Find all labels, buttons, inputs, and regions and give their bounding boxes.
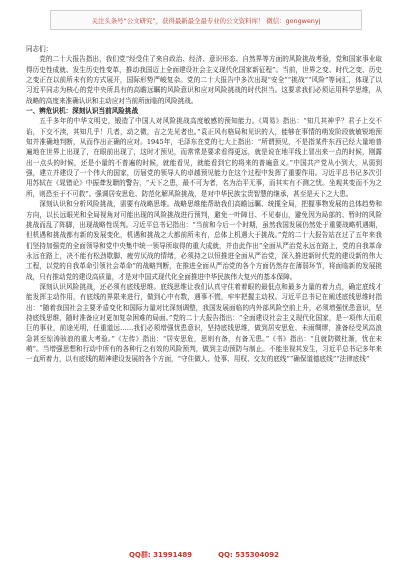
body-paragraph-2: 深刻认识和分析风险挑战，需要有战略思维。战略思维能帮助我们高瞻远瞩、统揽全局，把握事物发展的总体趋势和方向，以长远眼光和全局视角对可能出现的风险挑战进行预判，避免一叶障目、不见泰山，避免因为局部的、暂时的风险挑战而乱了阵脚，出现战略性误判。习近平总书记指出：“当前和今后一个时期，虽然我国发展仍然处于重要战略机遇期，但机遇和挑战都有新的发展变化，机遇和挑战之大都前所未有，总体上机遇大于挑战。”党的二十大报告站在过了五年来我们坚持加强党的全面领导和党中央集中统一领导所取得的重大成就，并由此作出“全面从严治党永远在路上，党的自我革命永远在路上，决不能有松劲歇脚、疲劳厌战的情绪，必须持之以恒推进全面从严治党，深入推进新时代党的建设新的伟大工程，以党的自我革命引领社会革命”的战略判断，在推进全面从严治党的各个方面仍然存在薄弱环节，将面临新的发展挑战，只有推动党的建设高质量，才是对中国式现代化全面推进中华民族伟大复兴的基本保障。 <box>26 200 382 281</box>
body-paragraph-3: 深刻认识风险挑战，还必须有底线思维。底线思维让我们认真守住着着眼的最低点和最多力量的着力点，确定底线才能发挥主动作用，有底线的界限来进行，做到心中有数，遇事不慌，牢牢把握主动权。习近平总书记在阐述底线思维时指出：“随着我国社会主要矛盾变化和国际力量对比深刻调整，我国发展面临的内外部风险空前上升，必须增强忧患意识，坚持底线思维，随时准备应对更加复杂困难的局面。”党的二十大报告指出：“全面建设社会主义现代化国家，是一项伟大而艰巨的事业，前途光明，任重道远……我们必须增强忧患意识，坚持底线思维，做到居安思危、未雨绸缪，准备经受风高浪急甚至惊涛骇浪的重大考验。”《左传》指出：“居安思危，思则有备，有备无患。”《书》指出：“且就防微杜渐，忧在未萌”。当增强思想和行动中所有的各种行之有效的风险预判，做到主动预防与制止。不能坐视其发生，习近平总书记多年来一直所着力，以有底线的精神建设发展的各个方面，“守住做人、处事、用权、交友的底线”“确保道德底线”“法律底线” <box>26 282 382 364</box>
qq-group-text: QQ群: 31991489 <box>128 551 193 559</box>
intro-paragraph: 党的二十大报告指出，我们党“经受住了来自政治、经济、意识形态、自然界等方面的风险挑战考验，党和国家事业取得历史性成就、发生历史性变革，推动我国迈上全面建设社会主义现代化国家新征程”。当前，世界之变、时代之变、历史之变正在以前所未有的方式展开，国际形势严峻复杂。党的二十大报告中多次出现“安全”“挑战”“风险”等词汇，体现了以习近平同志为核心的党中央所具有的高瞻远瞩的风险意识和应对风险挑战的时代担当。这要求我们必须运用科学思维，从战略的高度来准确认识和主动应对当前所面临的风险挑战。 <box>26 55 382 105</box>
top-banner: 关注头条号“公文研究”，获得最新最全最专业的公文资料库！ 微信：gongwenyj <box>50 10 362 30</box>
section-heading-1: 一、辨危识机：深刻认识当前风险挑战 <box>26 107 139 116</box>
footer-contacts <box>0 547 408 563</box>
salutation: 同志们： <box>26 45 53 53</box>
document-body <box>26 44 382 544</box>
qq-text: QQ: 535304092 <box>218 551 280 559</box>
body-paragraph-1: 五千多年的中华文明史，锻造了中国人对风险挑战高度敏感的预知能力。《周易》指出：“知几其神乎？君子上交不谄，下交不渎，其知几乎！几者，动之微，吉之先见者也。”袁正风有格局和见识的人，能够在事情的萌发阶段就敏锐地预知并准确地判断，从而作出正确的应对。1945年，毛泽东在党的七大上指出：“所谓预见，不是指某件东西已经大量地普遍地在世界上出现了，在眼前出现了，这时才预见，而常常是要求看得更远，就是说在地平线上冒出来一点的时候，刚露出一点头的时候，还是小量的不普遍的时候，就能看见，就能看到它的将来的普遍意义。”中国共产党从小到大，从弱到强，建立并建设了一个伟大的国家，历届党的领导人的卓越预见能力在这个过程中发挥了重要作用。习近平总书记多次引用苏轼在《晁错论》中振聋发聩的警告，“天下之患，最不可为者，名为治平无事，而其实有不测之忧。坐观其变而不为之所，则恐至于不可救”。强调居安思危、防范化解风险挑战，是对中华民族宝贵智慧的继承，甚至是天下之大患。 <box>26 117 382 198</box>
